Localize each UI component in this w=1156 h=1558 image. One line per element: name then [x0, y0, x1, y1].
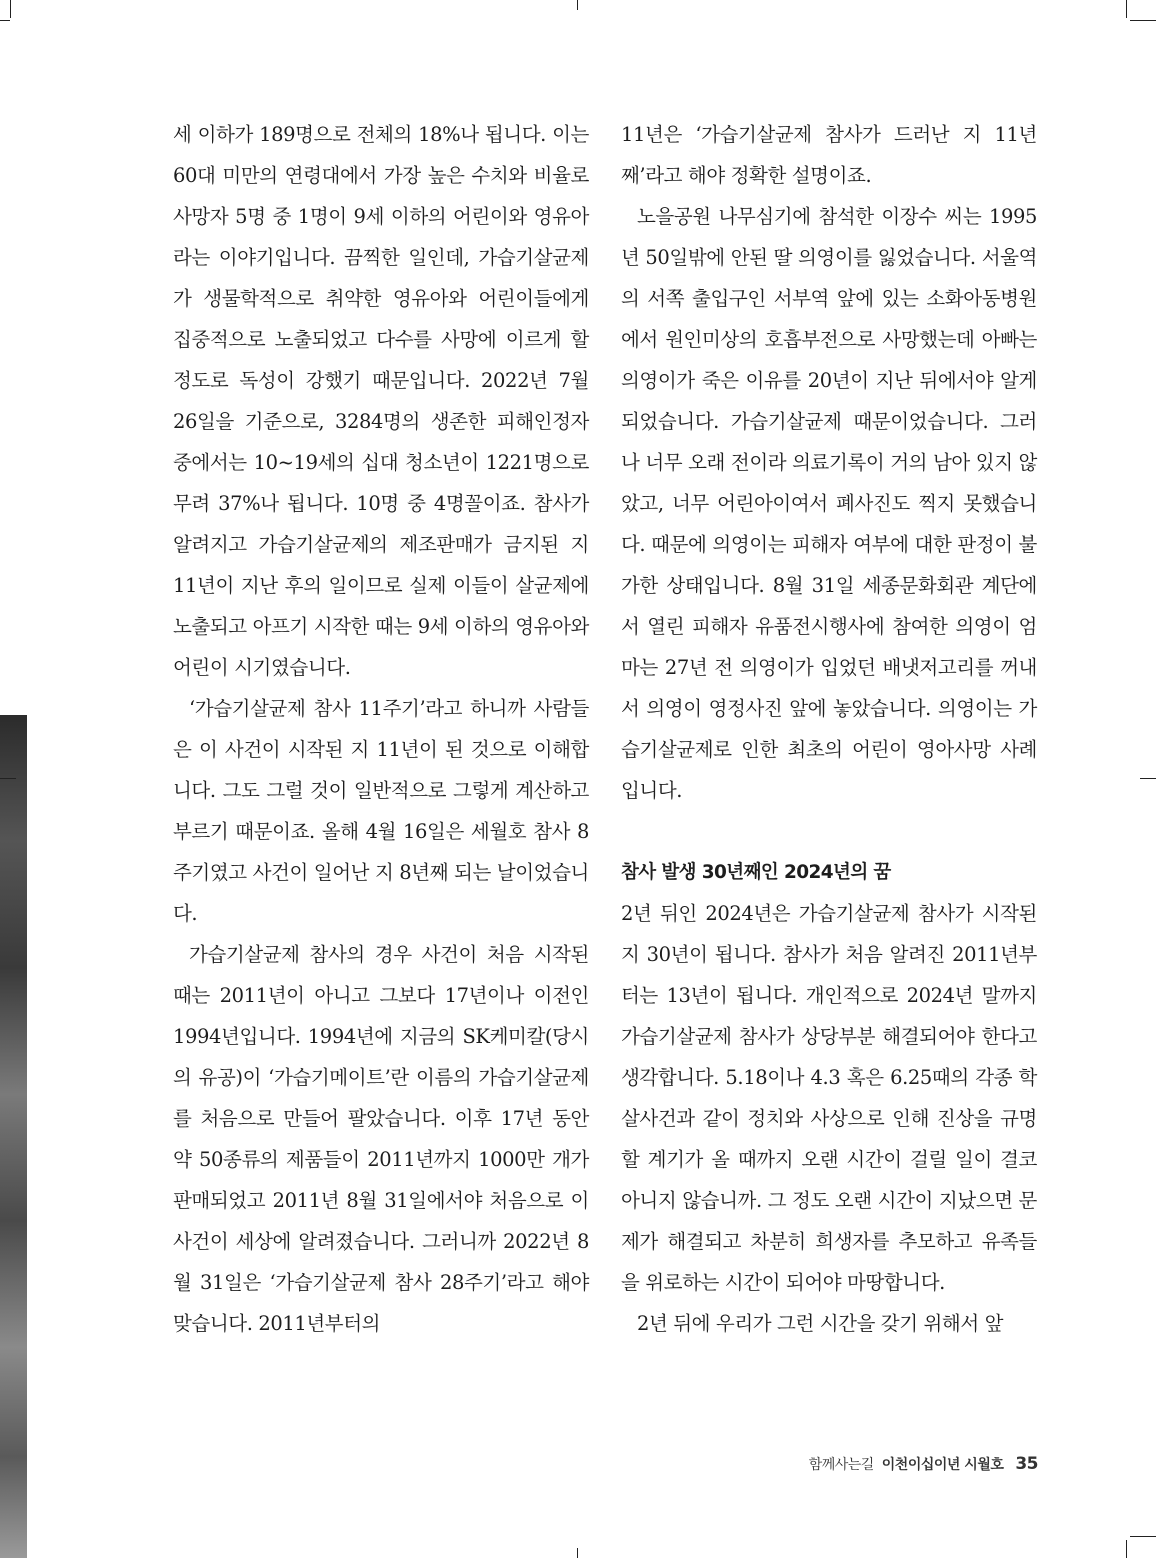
issue-label: 이천이십이년 시월호	[881, 1457, 1004, 1473]
paragraph: 가습기살균제 참사의 경우 사건이 처음 시작된 때는 2011년이 아니고 그보다 17년이나 이전인 1994년입니다. 1994년에 지금의 SK케미칼(당시의 유공)이 ‘가습기메이트’란 이름의 가습기살균제를 처음으로 만들어 팔았습니다. 이후 17년 동안 약 50종류의 제품들이 2011년까지 1000만 개가 판매되었고 2011년 8월 31일에서야 처음으로 이 사건이 세상에 알려졌습니다. 그러니까 2022년 8월 31일은 ‘가습기살균제 참사 28주기’라고 해야 맞습니다. 2011년부터의	[173, 943, 589, 1335]
crop-mark	[1130, 1536, 1156, 1537]
crop-mark	[577, 1548, 578, 1558]
article-left-column	[173, 114, 589, 1344]
section-heading: 참사 발생 30년째인 2024년의 꿈	[621, 862, 891, 883]
paragraph: 2년 뒤인 2024년은 가습기살균제 참사가 시작된 지 30년이 됩니다. 참사가 처음 알려진 2011년부터는 13년이 됩니다. 개인적으로 2024년 말까지 가습기살균제 참사가 상당부분 해결되어야 한다고 생각합니다. 5.18이나 4.3 혹은 6.25때의 각종 학살사건과 같이 정치와 사상으로 인해 진상을 규명할 계기가 올 때까지 오랜 시간이 걸릴 일이 결코 아니지 않습니까. 그 정도 오랜 시간이 지났으면 문제가 해결되고 차분히 희생자를 추모하고 유족들을 위로하는 시간이 되어야 마땅합니다.	[621, 902, 1037, 1294]
crop-mark	[1126, 1540, 1127, 1558]
page-footer	[809, 1454, 1038, 1474]
crop-mark	[1126, 0, 1127, 18]
page-number: 35	[1015, 1454, 1038, 1474]
paragraph: ‘가습기살균제 참사 11주기’라고 하니까 사람들은 이 사건이 시작된 지 11년이 된 것으로 이해합니다. 그도 그럴 것이 일반적으로 그렇게 계산하고 부르기 때문이죠. 올해 4월 16일은 세월호 참사 8주기였고 사건이 일어난 지 8년째 되는 날이었습니다.	[173, 697, 589, 925]
article-right-column	[621, 114, 1037, 1344]
crop-mark	[577, 0, 578, 10]
publication-name: 함께사는길	[808, 1457, 874, 1473]
crop-mark	[1140, 778, 1156, 779]
paragraph: 세 이하가 189명으로 전체의 18%나 됩니다. 이는 60대 미만의 연령대에서 가장 높은 수치와 비율로 사망자 5명 중 1명이 9세 이하의 어린이와 영유아라는 이야기입니다. 끔찍한 일인데, 가습기살균제가 생물학적으로 취약한 영유아와 어린이들에게 집중적으로 노출되었고 다수를 사망에 이르게 할 정도로 독성이 강했기 때문입니다. 2022년 7월 26일을 기준으로, 3284명의 생존한 피해인정자 중에서는 10~19세의 십대 청소년이 1221명으로 무려 37%나 됩니다. 10명 중 4명꼴이죠. 참사가 알려지고 가습기살균제의 제조판매가 금지된 지 11년이 지난 후의 일이므로 실제 이들이 살균제에 노출되고 아프기 시작한 때는 9세 이하의 영유아와 어린이 시기였습니다.	[173, 123, 589, 679]
crop-mark	[0, 20, 10, 21]
paragraph: 11년은 ‘가습기살균제 참사가 드러난 지 11년째’라고 해야 정확한 설명이죠.	[621, 123, 1037, 187]
paragraph: 2년 뒤에 우리가 그런 시간을 갖기 위해서 앞	[637, 1312, 1004, 1335]
crop-mark	[0, 778, 16, 779]
side-photo-strip	[0, 715, 27, 1558]
crop-mark	[10, 0, 11, 18]
crop-mark	[1130, 20, 1156, 21]
paragraph: 노을공원 나무심기에 참석한 이장수 씨는 1995년 50일밖에 안된 딸 의영이를 잃었습니다. 서울역의 서쪽 출입구인 서부역 앞에 있는 소화아동병원에서 원인미상의 호흡부전으로 사망했는데 아빠는 의영이가 죽은 이유를 20년이 지난 뒤에서야 알게 되었습니다. 가습기살균제 때문이었습니다. 그러나 너무 오래 전이라 의료기록이 거의 남아 있지 않았고, 너무 어린아이여서 폐사진도 찍지 못했습니다. 때문에 의영이는 피해자 여부에 대한 판정이 불가한 상태입니다. 8월 31일 세종문화회관 계단에서 열린 피해자 유품전시행사에 참여한 의영이 엄마는 27년 전 의영이가 입었던 배냇저고리를 꺼내서 의영이 영정사진 앞에 놓았습니다. 의영이는 가습기살균제로 인한 최초의 어린이 영아사망 사례입니다.	[621, 205, 1037, 802]
